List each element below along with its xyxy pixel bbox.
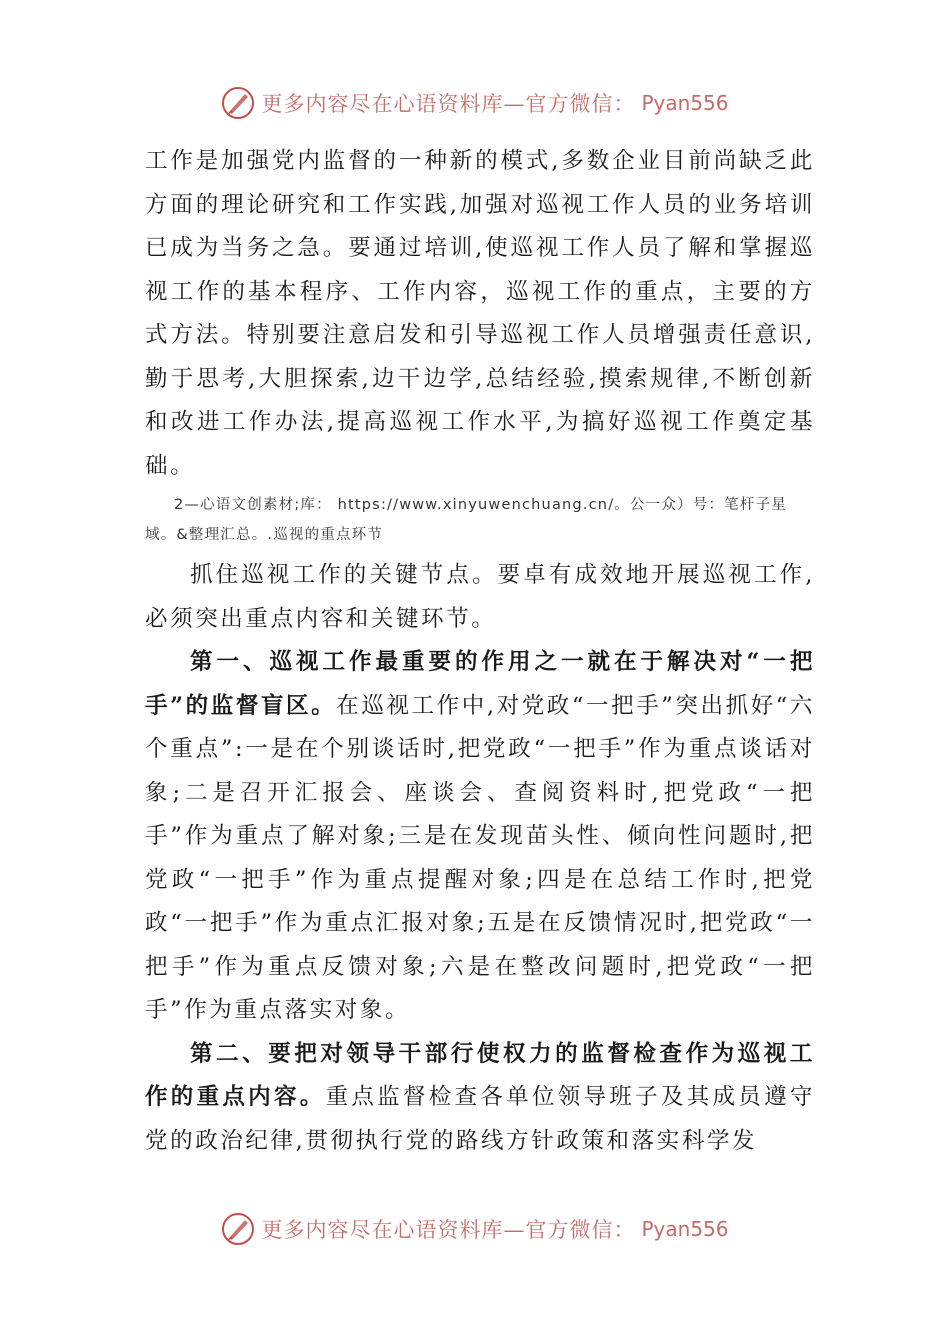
second-point-body: 重点监督检查各单位领导班子及其成员遵守党的政治纪律,贯彻执行党的路线方针政策和落实科学发 [145,1084,816,1154]
document-body [145,140,815,1163]
quill-pen-logo-icon [221,1212,255,1246]
banner-text: 更多内容尽在心语资料库—官方微信： [261,1218,636,1242]
quill-pen-logo-icon [221,86,255,120]
paragraph-key-nodes: 抓住巡视工作的关键节点。要卓有成效地开展巡视工作,必须突出重点内容和关键环节。 [145,562,815,632]
paragraph-training: 工作是加强党内监督的一种新的模式,多数企业目前尚缺乏此方面的理论研究和工作实践,加强对巡视工作人员的业务培训已成为当务之急。要通过培训,使巡视工作人员了解和掌握巡视工作的基本程序、工作内容，巡视工作的重点，主要的方式方法。特别要注意启发和引导巡视工作人员增强责任意识,勤于思考,大胆探索,边干边学,总结经验,摸索规律,不断创新和改进工作办法,提高巡视工作水平,为搞好巡视工作奠定基础。 [145,148,815,479]
footer-watermark-banner [0,1212,950,1246]
first-point-body: 在巡视工作中,对党政“一把手”突出抓好“六个重点”:一是在个别谈话时,把党政“一把手”作为重点谈话对象;二是召开汇报会、座谈会、查阅资料时,把党政“一把手”作为重点了解对象;三是在发现苗头性、倾向性问题时,把党政“一把手”作为重点提醒对象;四是在总结工作时,把党政“一把手”作为重点汇报对象;五是在反馈情况时,把党政“一把手”作为重点反馈对象;六是在整改问题时,把党政“一把手”作为重点落实对象。 [145,692,816,1023]
first-point-heading: 第一、巡视工作最重要的作用之一就在于解决对“一把手”的监督盲区。 [145,649,815,719]
header-watermark-banner [0,86,950,120]
banner-handle: Pyan556 [641,91,729,115]
banner-text: 更多内容尽在心语资料库—官方微信： [261,92,636,116]
second-point-heading: 第二、要把对领导干部行使权力的监督检查作为巡视工作的重点内容。 [145,1040,815,1110]
paragraph-second-point [145,1033,815,1164]
banner-handle: Pyan556 [641,1217,729,1241]
paragraph-first-point [145,641,815,1033]
source-note: 2—心语文创素材;库： https://www.xinyuwenchuang.cn/。公一众）号：笔杆子星域。&整理汇总。.巡视的重点环节 [145,497,787,543]
